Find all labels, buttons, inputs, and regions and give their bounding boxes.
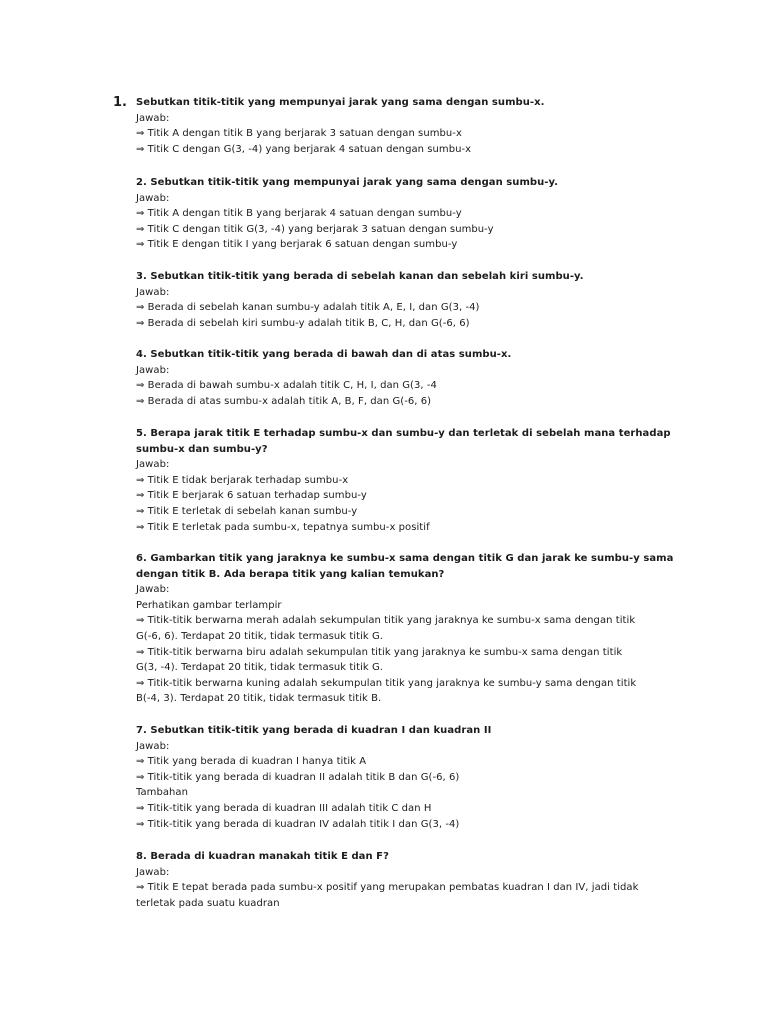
answer-line: ⇒ Titik-titik berwarna merah adalah sekumpulan titik yang jaraknya ke sumbu-x sama dengan titik [136, 615, 636, 627]
answer-line: B(-4, 3). Terdapat 20 titik, tidak termasuk titik B. [136, 693, 382, 705]
question-5 [136, 426, 696, 535]
question-text: 4. Sebutkan titik-titik yang berada di bawah dan di atas sumbu-x. [136, 349, 512, 360]
answer-label: Jawab: [136, 866, 170, 878]
answer-line: ⇒ Titik C dengan G(3, -4) yang berjarak 4 satuan dengan sumbu-x [136, 143, 472, 155]
answer-line: ⇒ Berada di atas sumbu-x adalah titik A, B, F, dan G(-6, 6) [136, 395, 432, 407]
answer-line: G(3, -4). Terdapat 20 titik, tidak termasuk titik G. [136, 662, 384, 674]
question-text: sumbu-x dan sumbu-y? [136, 443, 268, 455]
answer-line: ⇒ Titik A dengan titik B yang berjarak 3 satuan dengan sumbu-x [136, 128, 462, 140]
question-text: 2. Sebutkan titik-titik yang mempunyai jarak yang sama dengan sumbu-y. [136, 177, 559, 188]
answer-line: ⇒ Titik E terletak di sebelah kanan sumbu-y [136, 505, 358, 517]
answer-label: Jawab: [136, 740, 170, 752]
question-text: Sebutkan titik-titik yang mempunyai jarak yang sama dengan sumbu-x. [136, 97, 545, 108]
question-1 [136, 95, 696, 157]
answer-label: Jawab: [136, 459, 170, 471]
answer-line: ⇒ Titik A dengan titik B yang berjarak 4 satuan dengan sumbu-y [136, 208, 462, 220]
question-number-1: 1. [113, 95, 127, 110]
answer-line: ⇒ Titik-titik yang berada di kuadran II adalah titik B dan G(-6, 6) [136, 771, 460, 783]
answer-line: G(-6, 6). Terdapat 20 titik, tidak termasuk titik G. [136, 630, 384, 642]
answer-line: ⇒ Titik-titik yang berada di kuadran III adalah titik C dan H [136, 802, 432, 814]
question-text: 3. Sebutkan titik-titik yang berada di sebelah kanan dan sebelah kiri sumbu-y. [136, 271, 584, 282]
question-text: 6. Gambarkan titik yang jaraknya ke sumbu-x sama dengan titik G dan jarak ke sumbu-y sama [136, 553, 674, 564]
answer-line: ⇒ Titik C dengan titik G(3, -4) yang berjarak 3 satuan dengan sumbu-y [136, 223, 494, 235]
question-3 [136, 269, 696, 331]
answer-line: terletak pada suatu kuadran [136, 897, 280, 909]
answer-line: ⇒ Titik yang berada di kuadran I hanya titik A [136, 756, 367, 768]
answer-label: Jawab: [136, 286, 170, 298]
question-4 [136, 347, 696, 409]
answer-line: ⇒ Titik-titik berwarna kuning adalah sekumpulan titik yang jaraknya ke sumbu-y sama dengan titik [136, 677, 637, 689]
question-text: 5. Berapa jarak titik E terhadap sumbu-x dan sumbu-y dan terletak di sebelah mana terhadap [136, 428, 671, 439]
answer-label: Jawab: [136, 584, 170, 596]
answer-line: ⇒ Berada di sebelah kiri sumbu-y adalah titik B, C, H, dan G(-6, 6) [136, 317, 470, 329]
answer-line: ⇒ Berada di sebelah kanan sumbu-y adalah titik A, E, I, dan G(3, -4) [136, 302, 480, 314]
question-7 [136, 723, 696, 832]
question-2 [136, 175, 696, 253]
question-6 [136, 551, 696, 707]
extra-label: Tambahan [136, 787, 189, 799]
answer-line: ⇒ Titik E tepat berada pada sumbu-x positif yang merupakan pembatas kuadran I dan IV, jadi tidak [136, 882, 639, 894]
question-8 [136, 849, 696, 911]
answer-label: Jawab: [136, 364, 170, 376]
answer-line: ⇒ Titik-titik yang berada di kuadran IV adalah titik I dan G(3, -4) [136, 818, 460, 830]
answer-line: ⇒ Titik E berjarak 6 satuan terhadap sumbu-y [136, 490, 367, 502]
answer-line: ⇒ Titik E terletak pada sumbu-x, tepatnya sumbu-x positif [136, 521, 430, 533]
answer-line: ⇒ Titik E dengan titik I yang berjarak 6 satuan dengan sumbu-y [136, 239, 458, 251]
answer-line: ⇒ Berada di bawah sumbu-x adalah titik C, H, I, dan G(3, -4 [136, 380, 437, 392]
answer-line: ⇒ Titik E tidak berjarak terhadap sumbu-x [136, 474, 349, 486]
answer-line: ⇒ Titik-titik berwarna biru adalah sekumpulan titik yang jaraknya ke sumbu-x sama dengan titik [136, 646, 623, 658]
question-text: dengan titik B. Ada berapa titik yang kalian temukan? [136, 568, 445, 580]
answer-note: Perhatikan gambar terlampir [136, 599, 282, 611]
question-text: 8. Berada di kuadran manakah titik E dan F? [136, 851, 389, 862]
question-text: 7. Sebutkan titik-titik yang berada di kuadran I dan kuadran II [136, 725, 492, 736]
answer-label: Jawab: [136, 192, 170, 204]
answer-label: Jawab: [136, 112, 170, 124]
